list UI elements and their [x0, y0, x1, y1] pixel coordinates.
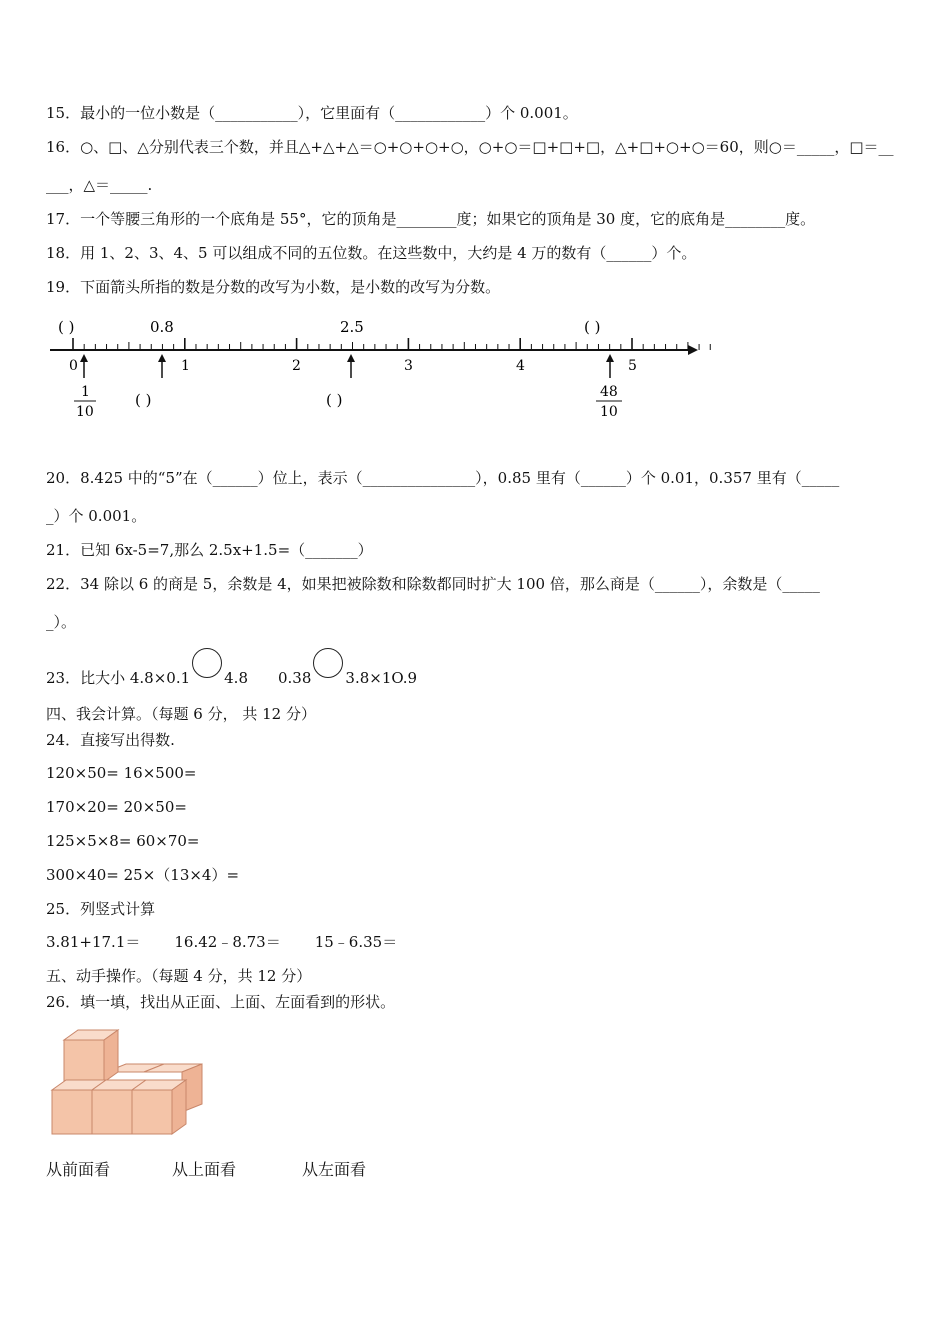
fraction-2-denominator: 10	[600, 404, 618, 420]
question-19: 19．下面箭头所指的数是分数的改写为小数，是小数的改写为分数。	[46, 278, 501, 296]
cube-front	[132, 1090, 172, 1134]
question-17: 17．一个等腰三角形的一个底角是 55°，它的顶角是________度；如果它的顶角是 30 度，它的底角是________度。	[46, 210, 816, 228]
question-26: 26．填一填，找出从正面、上面、左面看到的形状。	[46, 993, 396, 1011]
compare-circle-1[interactable]	[192, 648, 222, 678]
fraction-1-denominator: 10	[76, 404, 94, 420]
numberline-tick-label-1: 1	[181, 358, 190, 374]
question-22-continued: _）。	[46, 613, 77, 631]
compare-circle-2[interactable]	[313, 648, 343, 678]
question-25: 25．列竖式计算	[46, 900, 156, 918]
q25-item-1: 3.81+17.1＝	[46, 933, 141, 951]
view-label-left: 从左面看	[302, 1160, 367, 1179]
question-24: 24．直接写出得数.	[46, 731, 175, 749]
question-23	[46, 658, 417, 688]
numberline-top-label-2.5: 2.5	[340, 318, 364, 336]
cube-side-front	[172, 1080, 186, 1134]
numberline-tick-label-4: 4	[516, 358, 525, 374]
view-label-top: 从上面看	[172, 1160, 237, 1179]
fraction-1-numerator: 1	[81, 384, 90, 400]
cube-front	[52, 1090, 92, 1134]
q23-left2: 0.38	[278, 669, 312, 687]
question-16: 16．○、□、△分别代表三个数，并且△+△+△＝○+○+○+○，○+○＝□+□+□，△+□+○+○＝60，则○＝_____，□＝__	[46, 138, 894, 156]
numberline-top-blank-2: ( )	[584, 318, 601, 336]
question-16-continued: ___，△＝_____.	[46, 176, 153, 194]
q23-mid: 4.8	[224, 669, 248, 687]
numberline-bottom-blank-2: ( )	[326, 391, 343, 409]
q23-end: 3.8×1O.9	[345, 669, 418, 687]
question-18: 18．用 1、2、3、4、5 可以组成不同的五位数。在这些数中，大约是 4 万的数有（______）个。	[46, 244, 697, 262]
cube-front	[92, 1090, 132, 1134]
up-arrow-icon	[347, 354, 355, 378]
question-25-items	[46, 932, 397, 952]
question-21: 21．已知 6x-5=7,那么 2.5x+1.5=（_______）	[46, 541, 373, 559]
cube-upper-front	[64, 1040, 104, 1082]
question-22: 22．34 除以 6 的商是 5，余数是 4，如果把被除数和除数都同时扩大 100 倍，那么商是（______），余数是（_____	[46, 575, 820, 593]
numberline-ticks	[73, 338, 720, 350]
calc-row-4: 300×40= 25×（13×4）=	[46, 866, 240, 884]
question-20: 20．8.425 中的“5”在（______）位上，表示（_______________），0.85 里有（______）个 0.01，0.357 里有（_____	[46, 469, 840, 487]
numberline-tick-label-3: 3	[404, 358, 413, 374]
q25-item-2: 16.42﹣8.73＝	[174, 933, 281, 951]
numberline-tick-label-0: 0	[69, 358, 78, 374]
up-arrow-icon	[158, 354, 166, 378]
numberline-tick-label-5: 5	[628, 358, 637, 374]
calc-row-2: 170×20= 20×50=	[46, 798, 187, 816]
numberline-bottom-blank-1: ( )	[135, 391, 152, 409]
up-arrow-icon	[80, 354, 88, 378]
fraction-2-numerator: 48	[600, 384, 618, 400]
calc-row-3: 125×5×8= 60×70=	[46, 832, 200, 850]
numberline-tick-label-2: 2	[292, 358, 301, 374]
question-20-continued: _）个 0.001。	[46, 507, 147, 525]
view-label-front: 从前面看	[46, 1160, 111, 1179]
numberline-top-label-0.8: 0.8	[150, 318, 174, 336]
section-4-heading: 四、我会计算。（每题 6 分， 共 12 分）	[46, 705, 316, 723]
question-15: 15．最小的一位小数是（___________），它里面有（____________）个 0.001。	[46, 104, 578, 122]
section-5-heading: 五、动手操作。（每题 4 分，共 12 分）	[46, 967, 312, 985]
q25-item-3: 15﹣6.35＝	[314, 933, 398, 951]
up-arrow-icon	[606, 354, 614, 378]
calc-row-1: 120×50= 16×500=	[46, 764, 197, 782]
cube-stack-figure	[48, 1026, 208, 1138]
q23-prefix: 23．比大小 4.8×0.1	[46, 669, 191, 687]
numberline-arrowhead	[688, 345, 698, 355]
numberline-top-blank-1: ( )	[58, 318, 75, 336]
number-line	[40, 310, 720, 430]
